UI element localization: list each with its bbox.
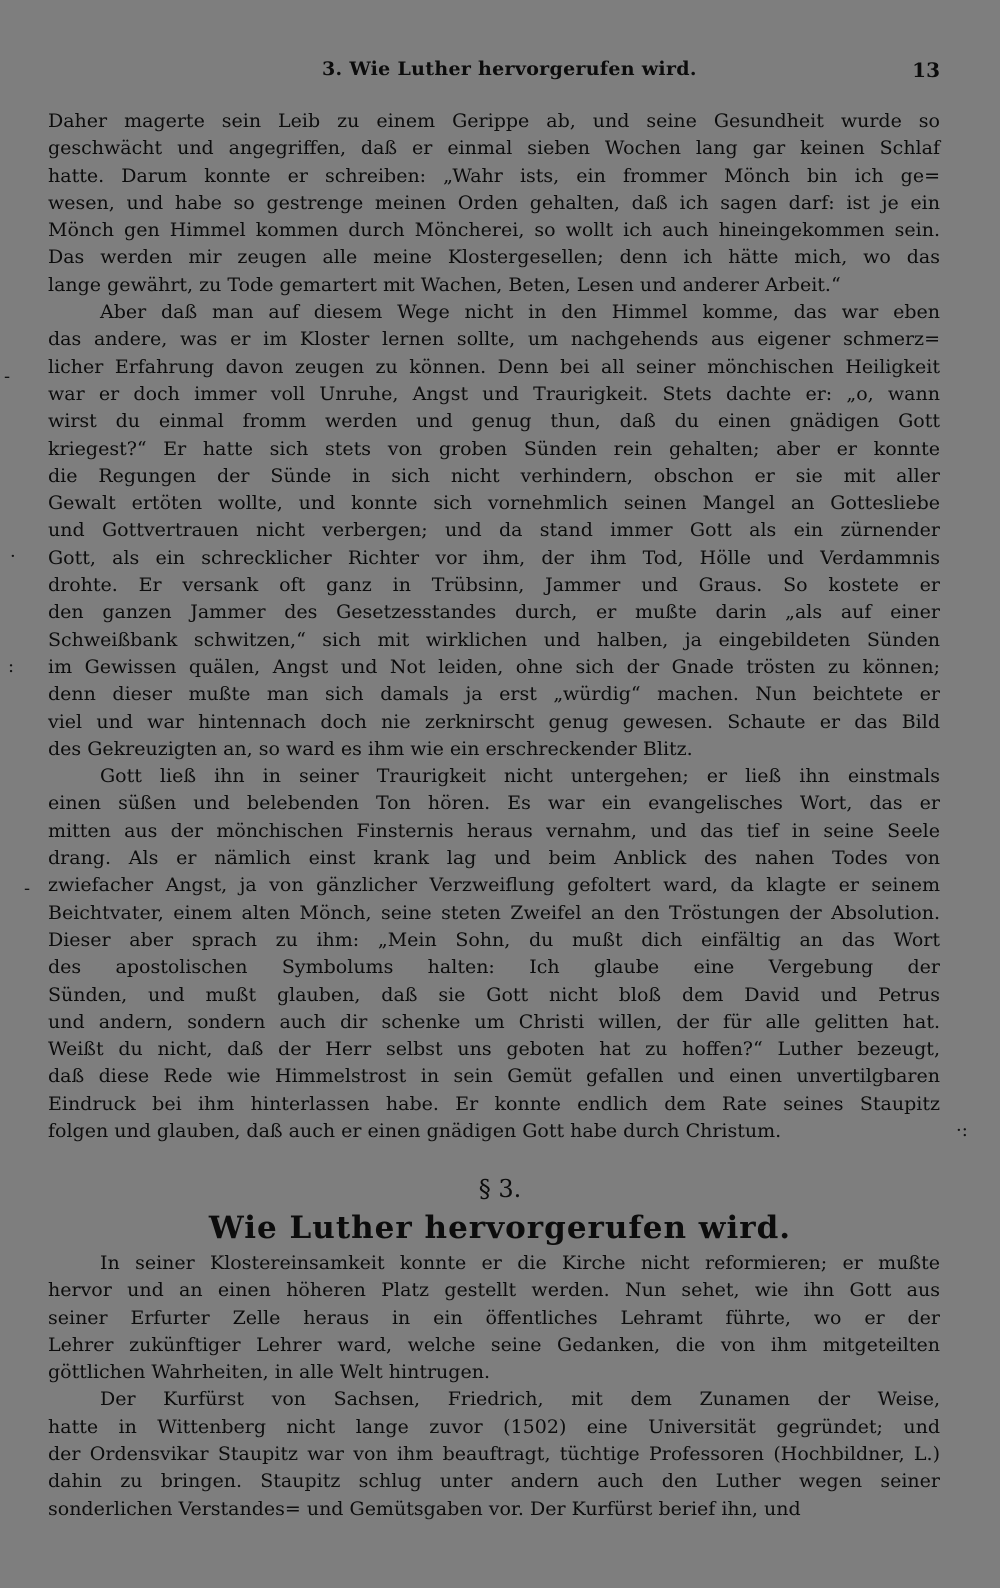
text-line: seiner Erfurter Zelle heraus in ein öffentliches Lehramt führte, wo er der — [48, 1306, 940, 1329]
text-line: hervor und an einen höheren Platz gestellt werden. Nun sehet, wie ihn Gott aus — [48, 1279, 940, 1302]
page-number: 13 — [912, 58, 940, 82]
text-line: wesen, und habe so gestrenge meinen Orden gehalten, daß ich sagen darf: ist je ein — [48, 191, 940, 214]
text-block-after-section — [48, 1250, 940, 1523]
text-line: göttlichen Wahrheiten, in alle Welt hintrugen. — [48, 1361, 490, 1384]
margin-dots-mark: : — [8, 656, 15, 677]
margin-dots-mark: ·: — [956, 1120, 968, 1141]
text-line: In seiner Klostereinsamkeit konnte er die Kirche nicht reformieren; er mußte — [100, 1252, 940, 1274]
text-line: das andere, was er im Kloster lernen sollte, um nachgehends aus eigener schmerz= — [48, 328, 940, 351]
running-title: 3. Wie Luther hervorgerufen wird. — [322, 58, 697, 80]
text-line: dahin zu bringen. Staupitz schlug unter andern auch den Luther wegen seiner — [48, 1470, 940, 1493]
text-line: die Regungen der Sünde in sich nicht verhindern, obschon er sie mit aller — [48, 464, 940, 487]
text-line: Lehrer zukünftiger Lehrer ward, welche seine Gedanken, die von ihm mitgeteilten — [48, 1333, 940, 1356]
text-line: zwiefacher Angst, ja von gänzlicher Verzweiflung gefoltert ward, da klagte er seinem — [48, 874, 940, 897]
text-line: und andern, sondern auch dir schenke um Christi willen, der für alle gelitten hat. — [48, 1010, 940, 1033]
text-line: Schweißbank schwitzen,“ sich mit wirklichen und halben, ja eingebildeten Sünden — [48, 628, 940, 651]
text-line: Gott ließ ihn in seiner Traurigkeit nicht untergehen; er ließ ihn einstmals — [100, 765, 940, 788]
text-line: den ganzen Jammer des Gesetzesstandes durch, er mußte darin „als auf einer — [48, 601, 940, 624]
text-line: folgen und glauben, daß auch er einen gnädigen Gott habe durch Christum. — [48, 1119, 782, 1142]
text-line: im Gewissen quälen, Angst und Not leiden, ohne sich der Gnade trösten zu können; — [48, 655, 940, 678]
text-line: Eindruck bei ihm hinterlassen habe. Er konnte endlich dem Rate seines Staupitz — [48, 1092, 940, 1115]
text-line: war er doch immer voll Unruhe, Angst und Traurigkeit. Stets dachte er: „o, wann — [48, 382, 940, 405]
text-line: Das werden mir zeugen alle meine Klostergesellen; denn ich hätte mich, wo das — [48, 246, 940, 269]
text-line: lange gewährt, zu Tode gemartert mit Wachen, Beten, Lesen und anderer Arbeit.“ — [48, 273, 841, 296]
margin-dash-mark: - — [4, 366, 11, 387]
text-line: hatte. Darum konnte er schreiben: „Wahr ists, ein frommer Mönch bin ich ge= — [48, 164, 940, 187]
text-line: einen süßen und belebenden Ton hören. Es war ein evangelisches Wort, das er — [48, 792, 940, 815]
text-line: wirst du einmal fromm werden und genug thun, daß du einen gnädigen Gott — [48, 410, 940, 433]
text-line: Mönch gen Himmel kommen durch Möncherei, so wollt ich auch hineingekommen sein. — [48, 219, 940, 242]
text-line: Beichtvater, einem alten Mönch, seine steten Zweifel an den Tröstungen der Absolution. — [48, 901, 940, 924]
text-line: Gott, als ein schrecklicher Richter vor ihm, der ihm Tod, Hölle und Verdammnis — [48, 546, 940, 569]
text-line: hatte in Wittenberg nicht lange zuvor (1502) eine Universität gegründet; und — [48, 1415, 940, 1438]
text-line: Aber daß man auf diesem Wege nicht in den Himmel komme, das war eben — [100, 301, 940, 324]
text-line: Daher magerte sein Leib zu einem Gerippe ab, und seine Gesundheit wurde so — [48, 110, 940, 132]
text-line: Weißt du nicht, daß der Herr selbst uns geboten hat zu hoffen?“ Luther bezeugt, — [48, 1038, 940, 1061]
margin-dots-mark: · — [10, 546, 16, 567]
text-line: sonderlichen Verstandes= und Gemütsgaben vor. Der Kurfürst berief ihn, und — [48, 1497, 801, 1520]
text-line: Der Kurfürst von Sachsen, Friedrich, mit dem Zunamen der Weise, — [100, 1388, 940, 1411]
text-line: der Ordensvikar Staupitz war von ihm beauftragt, tüchtige Professoren (Hochbildner, L.) — [48, 1443, 940, 1466]
text-line: des apostolischen Symbolums halten: Ich glaube eine Vergebung der — [48, 956, 940, 979]
section-number: § 3. — [478, 1175, 522, 1203]
page-header — [0, 52, 1000, 86]
text-line: und Gottvertrauen nicht verbergen; und da stand immer Gott als ein zürnender — [48, 519, 940, 542]
text-line: licher Erfahrung davon zeugen zu können. Denn bei all seiner mönchischen Heiligkeit — [48, 355, 940, 378]
text-line: Sünden, und mußt glauben, daß sie Gott nicht bloß dem David und Petrus — [48, 983, 940, 1006]
text-line: mitten aus der mönchischen Finsternis heraus vernahm, und das tief in seine Seele — [48, 819, 940, 842]
text-line: drang. Als er nämlich einst krank lag und beim Anblick des nahen Todes von — [48, 847, 940, 870]
text-line: denn dieser mußte man sich damals ja erst „würdig“ machen. Nun beichtete er — [48, 683, 940, 706]
text-line: Dieser aber sprach zu ihm: „Mein Sohn, du mußt dich einfältig an das Wort — [48, 928, 940, 951]
text-line: des Gekreuzigten an, so ward es ihm wie ein erschreckender Blitz. — [48, 737, 693, 760]
section-title: Wie Luther hervorgerufen wird. — [208, 1210, 792, 1246]
text-line: kriegest?“ Er hatte sich stets von groben Sünden rein gehalten; aber er konnte — [48, 437, 940, 460]
text-line: Gewalt ertöten wollte, und konnte sich vornehmlich seinen Mangel an Gottesliebe — [48, 492, 940, 515]
text-line: viel und war hintennach doch nie zerknirscht genug gewesen. Schaute er das Bild — [48, 710, 940, 733]
text-line: daß diese Rede wie Himmelstrost in sein Gemüt gefallen und einen unvertilgbaren — [48, 1065, 940, 1088]
text-block-before-section — [48, 108, 940, 1145]
margin-dash-mark: - — [24, 878, 31, 899]
text-line: drohte. Er versank oft ganz in Trübsinn, Jammer und Graus. So kostete er — [48, 574, 940, 597]
text-line: geschwächt und angegriffen, daß er einmal sieben Wochen lang gar keinen Schlaf — [48, 137, 940, 160]
